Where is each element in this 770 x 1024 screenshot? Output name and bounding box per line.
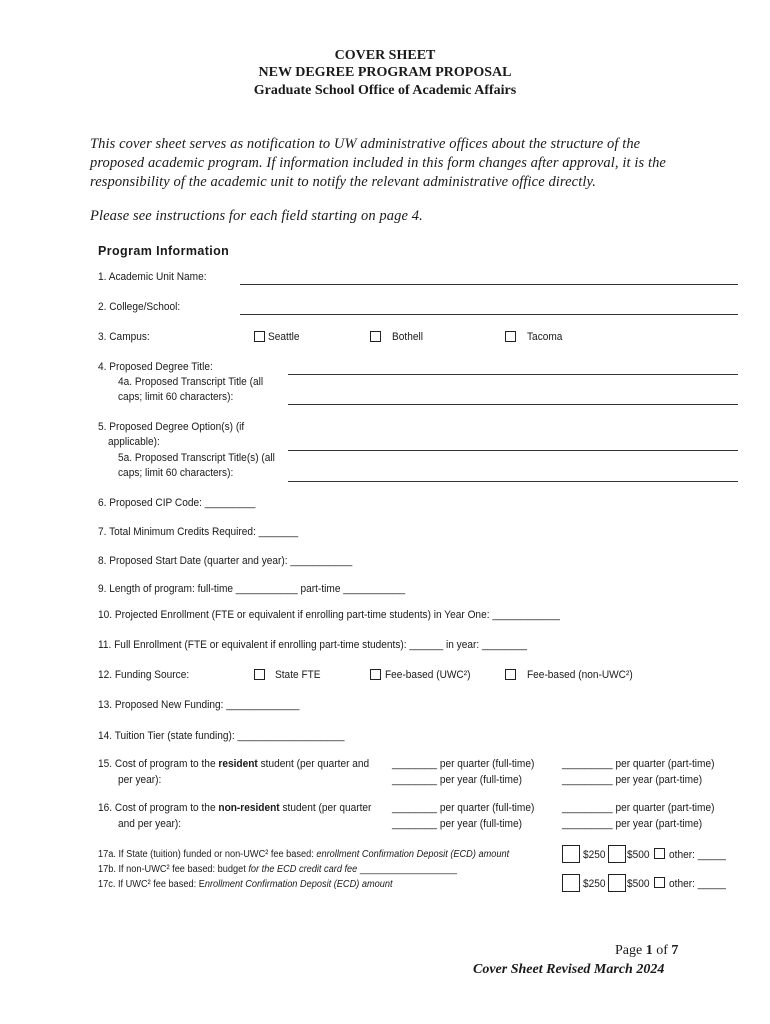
field-program-length[interactable]: 9. Length of program: full-time ___________ part-time ___________ xyxy=(98,583,406,595)
ecd-17a-other-checkbox[interactable] xyxy=(654,848,665,859)
resident-pt-year[interactable]: _________ per year (part-time) xyxy=(562,774,703,786)
ecd-17c-500-label: $500 xyxy=(627,878,650,890)
funding-uwc2-checkbox[interactable] xyxy=(370,669,381,680)
field-option-transcript-label-2: caps; limit 60 characters): xyxy=(118,467,234,479)
doc-title: COVER SHEET xyxy=(334,48,436,63)
funding-state-fte-label: State FTE xyxy=(275,669,321,681)
nonresident-ft-year[interactable]: ________ per year (full-time) xyxy=(392,818,522,830)
field-start-date[interactable]: 8. Proposed Start Date (quarter and year): ___________ xyxy=(98,555,353,567)
field-academic-unit-label: 1. Academic Unit Name: xyxy=(98,271,207,283)
field-degree-option-label-2: applicable): xyxy=(108,436,160,448)
field-nonresident-cost-label-2: and per year): xyxy=(118,818,182,830)
field-17b-label[interactable]: 17b. If non-UWC² fee based: budget for the ECD credit card fee ___________________ xyxy=(98,864,458,875)
section-title: Program Information xyxy=(98,244,230,258)
nonresident-pt-quarter[interactable]: _________ per quarter (part-time) xyxy=(562,802,715,814)
ecd-17c-250-checkbox[interactable] xyxy=(562,874,580,892)
ecd-17a-250-label: $250 xyxy=(583,849,606,861)
field-17a-label: 17a. If State (tuition) funded or non-UWC² fee based: enrollment Confirmation Deposit (ECD) amount xyxy=(98,849,510,860)
doc-office: Graduate School Office of Academic Affairs xyxy=(253,83,517,98)
field-nonresident-cost-label-1: 16. Cost of program to the non-resident student (per quarter xyxy=(98,802,372,814)
ecd-17c-250-label: $250 xyxy=(583,878,606,890)
ecd-17a-250-checkbox[interactable] xyxy=(562,845,580,863)
field-projected-enrollment[interactable]: 10. Projected Enrollment (FTE or equivalent if enrolling part-time students) in Year One: ____________ xyxy=(98,609,560,621)
degree-option-input-line[interactable] xyxy=(288,450,738,451)
page-number: Page 1 of 7 xyxy=(615,943,679,958)
field-degree-title-label: 4. Proposed Degree Title: xyxy=(98,361,213,373)
ecd-17a-500-checkbox[interactable] xyxy=(608,845,626,863)
field-cip-code[interactable]: 6. Proposed CIP Code: _________ xyxy=(98,497,256,509)
campus-seattle-label: Seattle xyxy=(268,331,300,343)
resident-ft-quarter[interactable]: ________ per quarter (full-time) xyxy=(392,758,535,770)
field-option-transcript-label-1: 5a. Proposed Transcript Title(s) (all xyxy=(118,452,275,464)
resident-ft-year[interactable]: ________ per year (full-time) xyxy=(392,774,522,786)
field-resident-cost-label-1: 15. Cost of program to the resident student (per quarter and xyxy=(98,758,370,770)
field-funding-source-label: 12. Funding Source: xyxy=(98,669,190,681)
revision-note: Cover Sheet Revised March 2024 xyxy=(473,962,665,977)
resident-pt-quarter[interactable]: _________ per quarter (part-time) xyxy=(562,758,715,770)
academic-unit-input-line[interactable] xyxy=(240,284,738,285)
campus-seattle-checkbox[interactable] xyxy=(254,331,265,342)
field-new-funding[interactable]: 13. Proposed New Funding: _____________ xyxy=(98,699,300,711)
field-full-enrollment[interactable]: 11. Full Enrollment (FTE or equivalent if enrolling part-time students): ______ in year: ________ xyxy=(98,639,528,651)
degree-title-input-line[interactable] xyxy=(288,374,738,375)
field-17c-label: 17c. If UWC² fee based: Enrollment Confirmation Deposit (ECD) amount xyxy=(98,879,393,890)
intro-instructions: Please see instructions for each field starting on page 4. xyxy=(90,208,423,224)
field-transcript-title-label-1: 4a. Proposed Transcript Title (all xyxy=(118,376,264,388)
field-total-credits[interactable]: 7. Total Minimum Credits Required: _______ xyxy=(98,526,299,538)
doc-subtitle: NEW DEGREE PROGRAM PROPOSAL xyxy=(258,65,512,80)
funding-state-fte-checkbox[interactable] xyxy=(254,669,265,680)
field-campus-label: 3. Campus: xyxy=(98,331,150,343)
field-resident-cost-label-2: per year): xyxy=(118,774,162,786)
ecd-17a-other-label[interactable]: other: _____ xyxy=(669,849,726,861)
campus-tacoma-label: Tacoma xyxy=(527,331,563,343)
campus-bothell-label: Bothell xyxy=(392,331,423,343)
funding-uwc2-label: Fee-based (UWC²) xyxy=(385,669,471,681)
nonresident-pt-year[interactable]: _________ per year (part-time) xyxy=(562,818,703,830)
intro-paragraph: This cover sheet serves as notification to UW administrative offices about the structure of the proposed academic program. If information included in this form changes after approval, it is the responsibility of the academic unit to notify the relevant administrative office directly. xyxy=(90,136,666,190)
transcript-title-input-line[interactable] xyxy=(288,404,738,405)
funding-non-uwc2-label: Fee-based (non-UWC²) xyxy=(527,669,633,681)
field-college-label: 2. College/School: xyxy=(98,301,181,313)
option-transcript-input-line[interactable] xyxy=(288,481,738,482)
nonresident-ft-quarter[interactable]: ________ per quarter (full-time) xyxy=(392,802,535,814)
field-tuition-tier[interactable]: 14. Tuition Tier (state funding): ___________________ xyxy=(98,730,345,742)
field-degree-option-label-1: 5. Proposed Degree Option(s) (if xyxy=(98,421,245,433)
campus-tacoma-checkbox[interactable] xyxy=(505,331,516,342)
funding-non-uwc2-checkbox[interactable] xyxy=(505,669,516,680)
field-transcript-title-label-2: caps; limit 60 characters): xyxy=(118,391,234,403)
ecd-17c-other-label[interactable]: other: _____ xyxy=(669,878,726,890)
college-input-line[interactable] xyxy=(240,314,738,315)
campus-bothell-checkbox[interactable] xyxy=(370,331,381,342)
ecd-17c-500-checkbox[interactable] xyxy=(608,874,626,892)
ecd-17a-500-label: $500 xyxy=(627,849,650,861)
ecd-17c-other-checkbox[interactable] xyxy=(654,877,665,888)
